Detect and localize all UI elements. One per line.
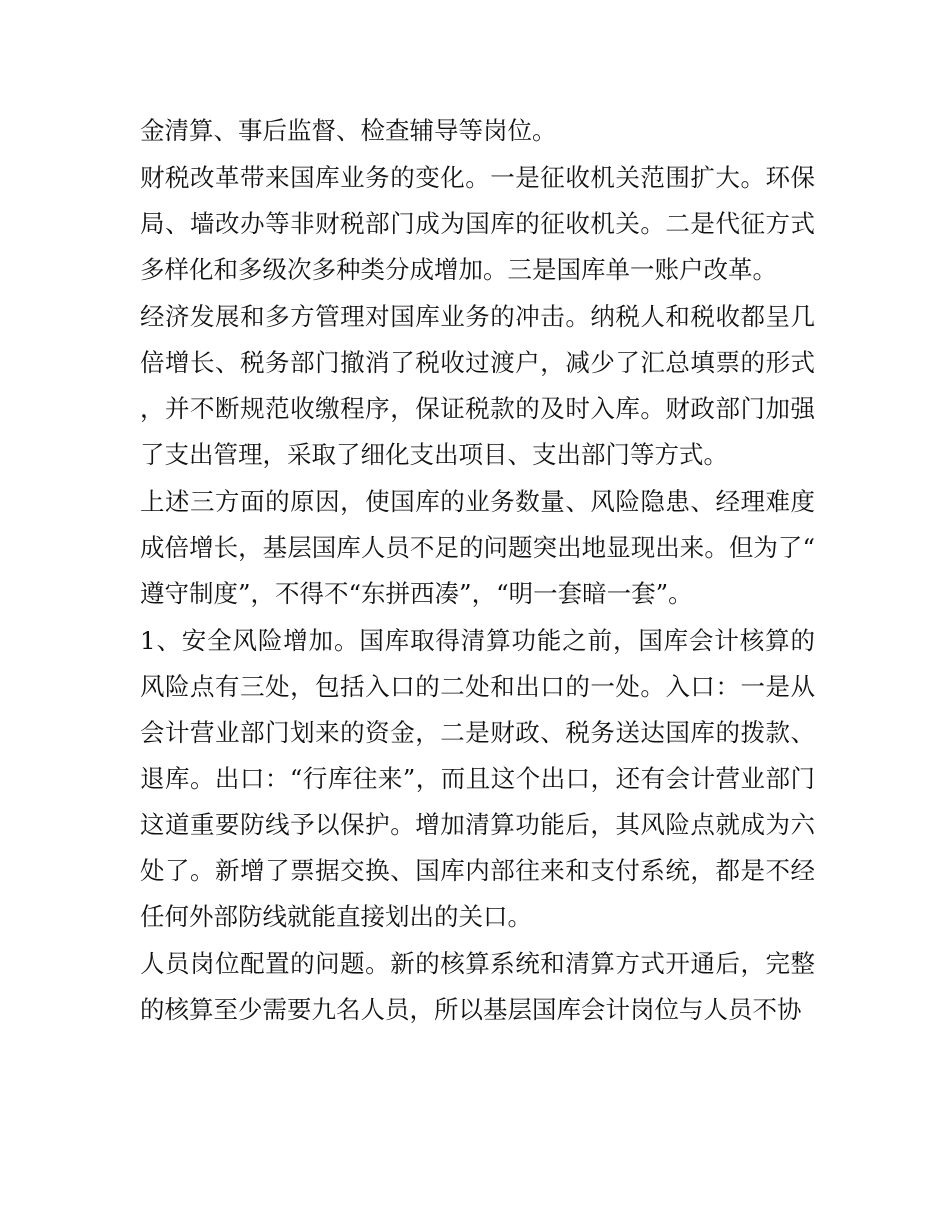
paragraph-6: 人员岗位配置的问题。新的核算系统和清算方式开通后，完整的核算至少需要九名人员，所以基层国库会计岗位与人员不协 [140, 949, 815, 1024]
paragraph-4: 上述三方面的原因，使国库的业务数量、风险隐患、经理难度成倍增长，基层国库人员不足的问题突出地显现出来。但为了“遵守制度”，不得不“东拼西凑”，“明一套暗一套”。 [140, 487, 815, 608]
paragraph-2: 财税改革带来国库业务的变化。一是征收机关范围扩大。环保局、墙改办等非财税部门成为国库的征收机关。二是代征方式多样化和多级次多种类分成增加。三是国库单一账户改革。 [140, 163, 815, 284]
paragraph-3: 经济发展和多方管理对国库业务的冲击。纳税人和税收都呈几倍增长、税务部门撤消了税收过渡户，减少了汇总填票的形式，并不断规范收缴程序，保证税款的及时入库。财政部门加强了支出管理，采取了细化支出项目、支出部门等方式。 [140, 302, 815, 469]
document-body [140, 108, 815, 1034]
paragraph-5: 1、安全风险增加。国库取得清算功能之前，国库会计核算的风险点有三处，包括入口的二处和出口的一处。入口：一是从会计营业部门划来的资金，二是财政、税务送达国库的拨款、退库。出口：“行库往来”，而且这个出口，还有会计营业部门这道重要防线予以保护。增加清算功能后，其风险点就成为六处了。新增了票据交换、国库内部往来和支付系统，都是不经任何外部防线就能直接划出的关口。 [140, 626, 815, 931]
paragraph-1: 金清算、事后监督、检查辅导等岗位。 [140, 116, 557, 145]
